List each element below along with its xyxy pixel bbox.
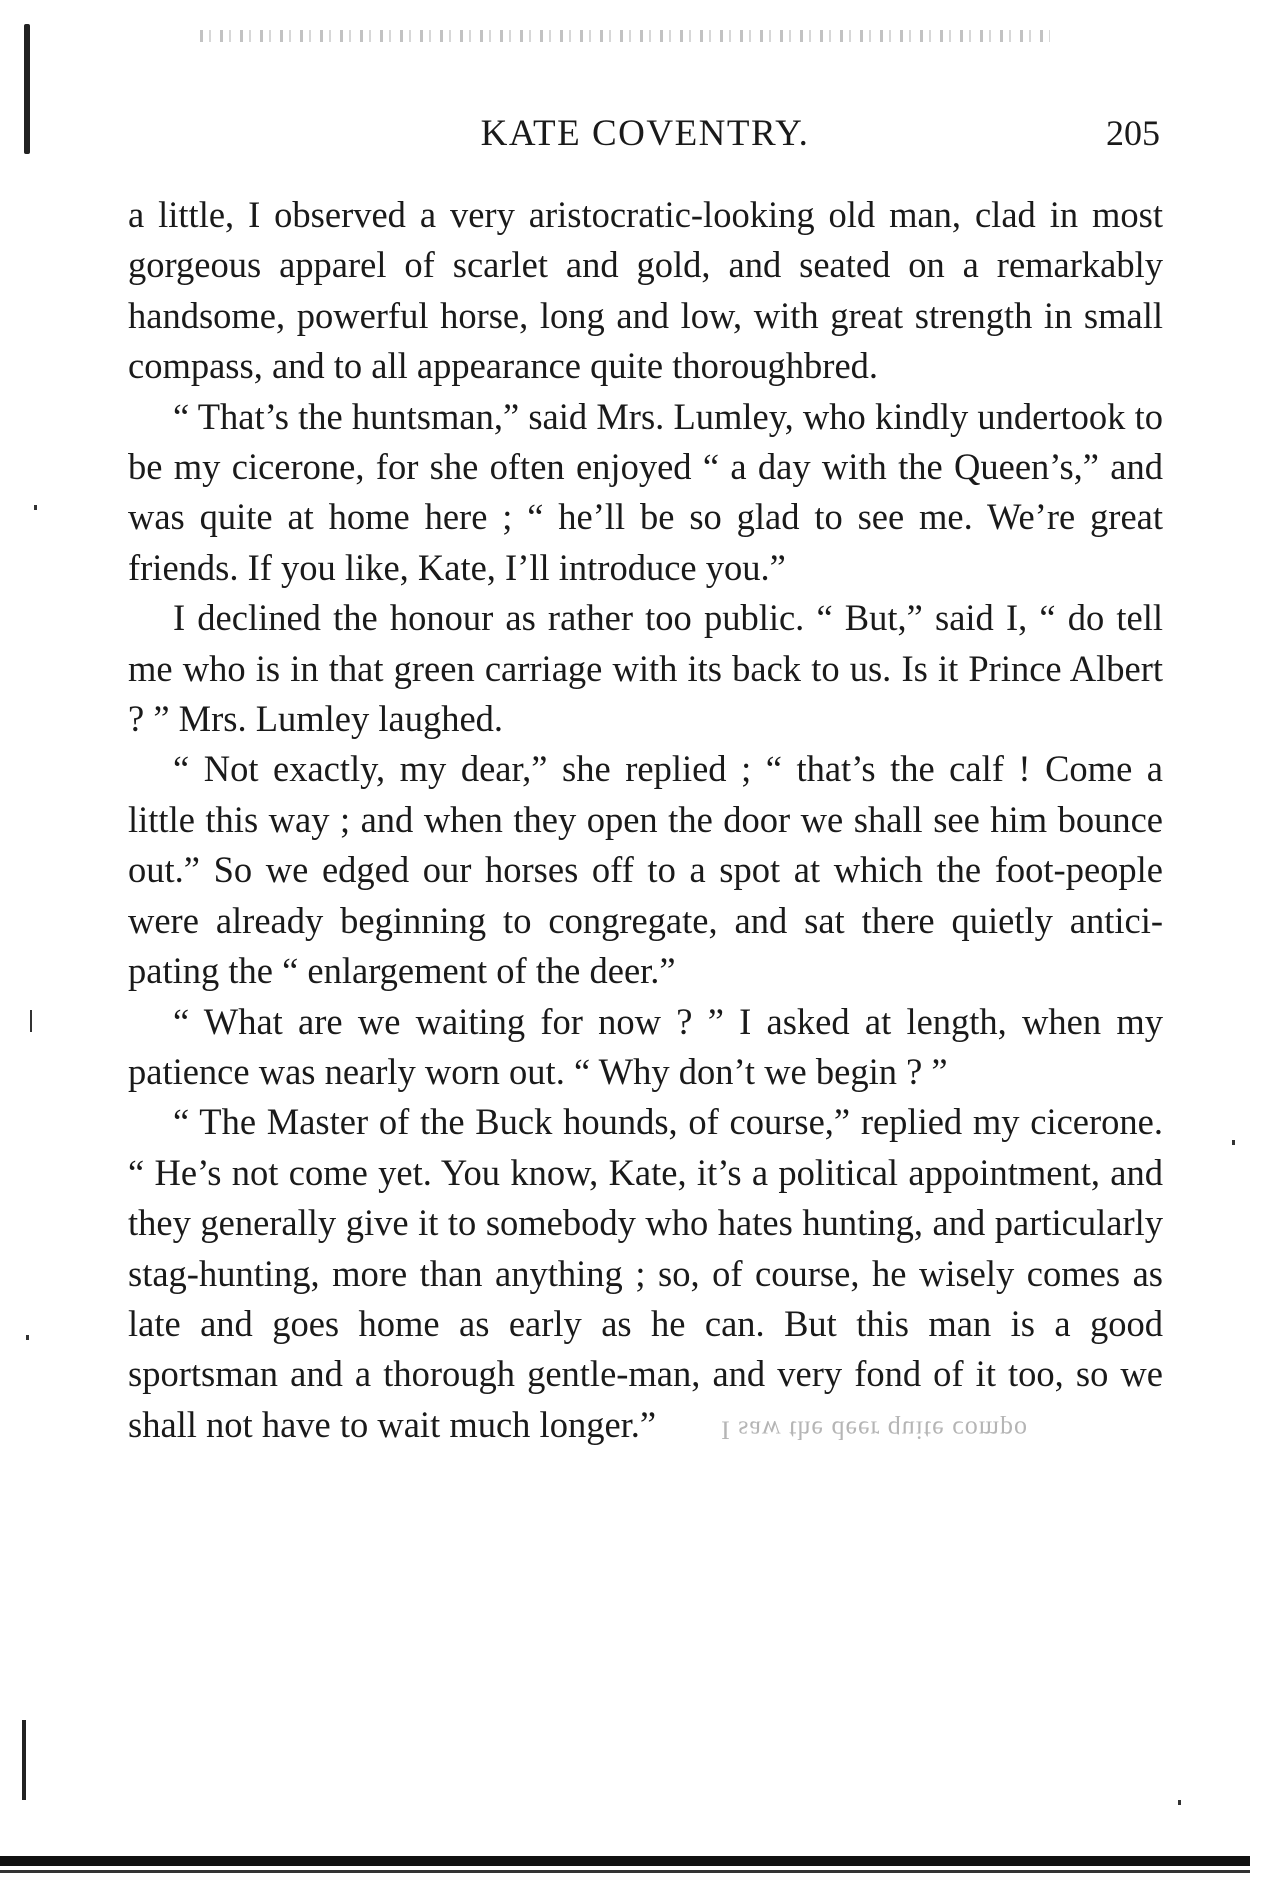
page-number: 205	[1106, 113, 1160, 153]
scan-speck	[30, 1010, 32, 1032]
running-title: KATE COVENTRY.	[480, 113, 810, 154]
bottom-rule-thin	[0, 1870, 1250, 1873]
paragraph: “ What are we waiting for now ? ” I asked at length, when my patience was nearly worn out. “ Why don’t we begin ? ”	[128, 1000, 1163, 1092]
page-header	[130, 112, 1160, 162]
scan-edge-mark-bottom	[22, 1720, 26, 1800]
scan-edge-mark	[24, 24, 30, 154]
scan-speck	[26, 1335, 29, 1340]
bleed-through-text: I saw the deer quite compo	[721, 1415, 1028, 1445]
paragraph: “ That’s the huntsman,” said Mrs. Lumley, who kindly undertook to be my cicerone, for she often enjoyed “ a day with the Queen’s,” and was quite at home here ; “ he’ll be so glad to see me. We’re great friends. If you like, Kate, I’ll introduce you.”	[128, 395, 1163, 588]
paragraph-text: “ The Master of the Buck hounds, of course,” replied my cicerone. “ He’s not come yet. You know, Kate, it’s a political appointment, and they generally give it to somebody who hates hunting, and particularly stag-hunting, more than anything ; so, of course, he wisely comes as late and goes home as early as he can. But this man is a good sportsman and a thorough gentle-man, and very fond of it too, so we shall not have to wait much longer.”	[128, 1101, 1163, 1445]
paragraph: I declined the honour as rather too public. “ But,” said I, “ do tell me who is in that green carriage with its back to us. Is it Prince Albert ? ” Mrs. Lumley laughed.	[128, 597, 1163, 740]
paragraph: a little, I observed a very aristocratic-looking old man, clad in most gorgeous apparel of scarlet and gold, and seated on a remarkably handsome, powerful horse, long and low, with great strength in small compass, and to all appearance quite thoroughbred.	[128, 194, 1163, 387]
paragraph	[128, 1097, 1163, 1454]
bottom-rule	[0, 1856, 1250, 1866]
body-text	[128, 190, 1163, 1454]
paragraph: “ Not exactly, my dear,” she replied ; “ that’s the calf ! Come a little this way ; and when they open the door we shall see him bounce out.” So we edged our horses off to a spot at which the foot-people were already beginning to congregate, and sat there quietly antici-pating the “ enlargement of the deer.”	[128, 748, 1163, 992]
scan-speck	[34, 505, 37, 510]
scan-noise	[200, 30, 1050, 42]
scan-speck	[1232, 1140, 1235, 1145]
scan-speck	[1178, 1800, 1181, 1805]
